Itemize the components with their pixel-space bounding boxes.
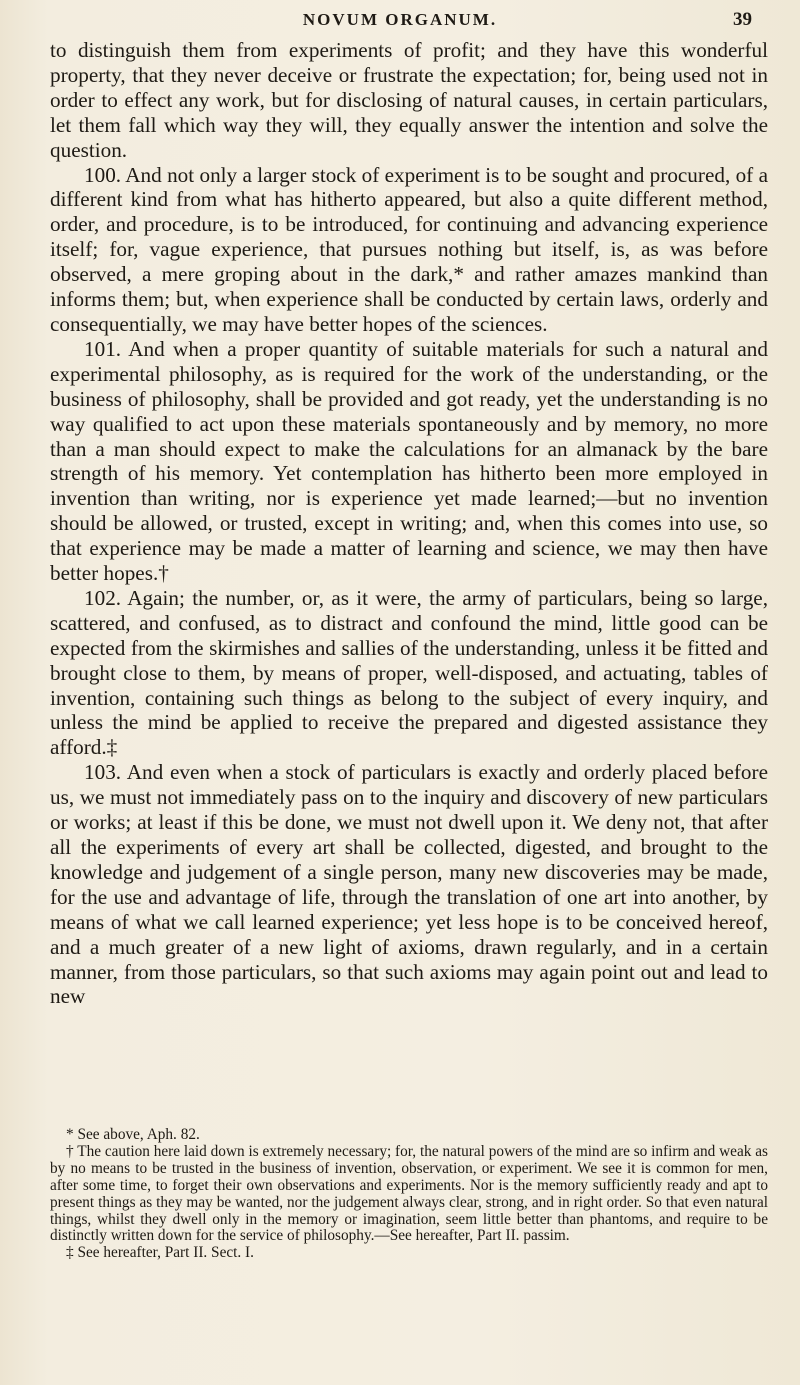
aphorism-number: 102.: [84, 585, 122, 610]
footnote-star: * See above, Aph. 82.: [66, 1126, 200, 1143]
page-number: 39: [733, 9, 752, 30]
paragraph-text: And even when a stock of particulars is exactly and orderly placed before us, we must not immediately pass on to the inquiry and discovery of new particulars or works; at least if this be done, we must not dwell upon it. We deny not, that after all the experiments of every art shall be collected, digested, and brought to the knowledge and judgement of a single person, many new discoveries may be made, for the use and advantage of life, through the translation of one art into another, by means of what we call learned experience; yet less hope is to be conceived hereof, and a much greater of a new light of axioms, drawn regularly, and in a certain manner, from those particulars, so that such axioms may again point out and lead to new: [50, 760, 768, 1009]
aphorism-number: 101.: [84, 336, 122, 361]
aphorism-103: [50, 760, 768, 1009]
running-head: NOVUM ORGANUM.: [302, 10, 498, 29]
paragraph-continuation: [50, 38, 768, 163]
paragraph-text: And when a proper quantity of suitable materials for such a natural and experimental philosophy, as is required for the work of the understanding, or the business of philosophy, shall be provided and got ready, yet the understanding is no way qualified to act upon these materials spontaneously and by memory, no more than a man should expect to make the calculations for an almanack by the bare strength of his memory. Yet contemplation has hitherto been more employed in invention than writing, nor is experience yet made learned;—but no invention should be allowed, or trusted, except in writing; and, when this comes into use, so that experience may be made a matter of learning and science, we may then have better hopes.†: [50, 336, 768, 586]
footnote-double-dagger: ‡ See hereafter, Part II. Sect. I.: [66, 1244, 254, 1262]
paragraph-text: Again; the number, or, as it were, the army of particulars, being so large, scattered, and confused, as to distract and confound the mind, little good can be expected from the skirmishes and sallies of the understanding, unless it be fitted and brought close to them, by means of proper, well-disposed, and actuating, tables of invention, containing such things as belong to the subject of every inquiry, and unless the mind be applied to receive the prepared and digested assistance they afford.‡: [50, 585, 768, 760]
body-text: [50, 38, 768, 1009]
aphorism-102: [50, 586, 768, 760]
paragraph-text: And not only a larger stock of experiment is to be sought and procured, of a different kind from what has hitherto appeared, but also a quite different method, order, and procedure, is to be introduced, for continuing and advancing experience itself; for, vague experience, that pursues nothing but itself, is, as was before observed, a mere groping about in the dark,* and rather amazes mankind than informs them; but, when experience shall be conducted by certain laws, orderly and consequentially, we may have better hopes of the sciences.: [50, 162, 768, 336]
footnotes: [50, 1127, 768, 1262]
paragraph-text: to distinguish them from experiments of profit; and they have this wonderful property, that they never deceive or frustrate the expectation; for, being used not in order to effect any work, but for disclosing of natural causes, in certain particulars, let them fall which way they will, they equally answer the intention and solve the question.: [50, 38, 768, 162]
footnote-dagger: † The caution here laid down is extremely necessary; for, the natural powers of the mind are so infirm and weak as by no means to be trusted in the business of invention, observation, or experiment. We see it is common for men, after some time, to forget their own observations and experiments. Nor is the memory sufficiently ready and apt to present things as they may be wanted, nor the judgement always clear, strong, and in right order. So that even natural things, whilst they dwell only in the memory or imagination, seem little better than phantoms, and require to be distinctly written down for the service of philosophy.—See hereafter, Part II. passim.: [50, 1142, 768, 1245]
aphorism-number: 103.: [84, 760, 122, 785]
aphorism-101: [50, 337, 768, 586]
aphorism-100: [50, 163, 768, 337]
page-header: [40, 10, 760, 36]
aphorism-number: 100.: [84, 162, 122, 187]
